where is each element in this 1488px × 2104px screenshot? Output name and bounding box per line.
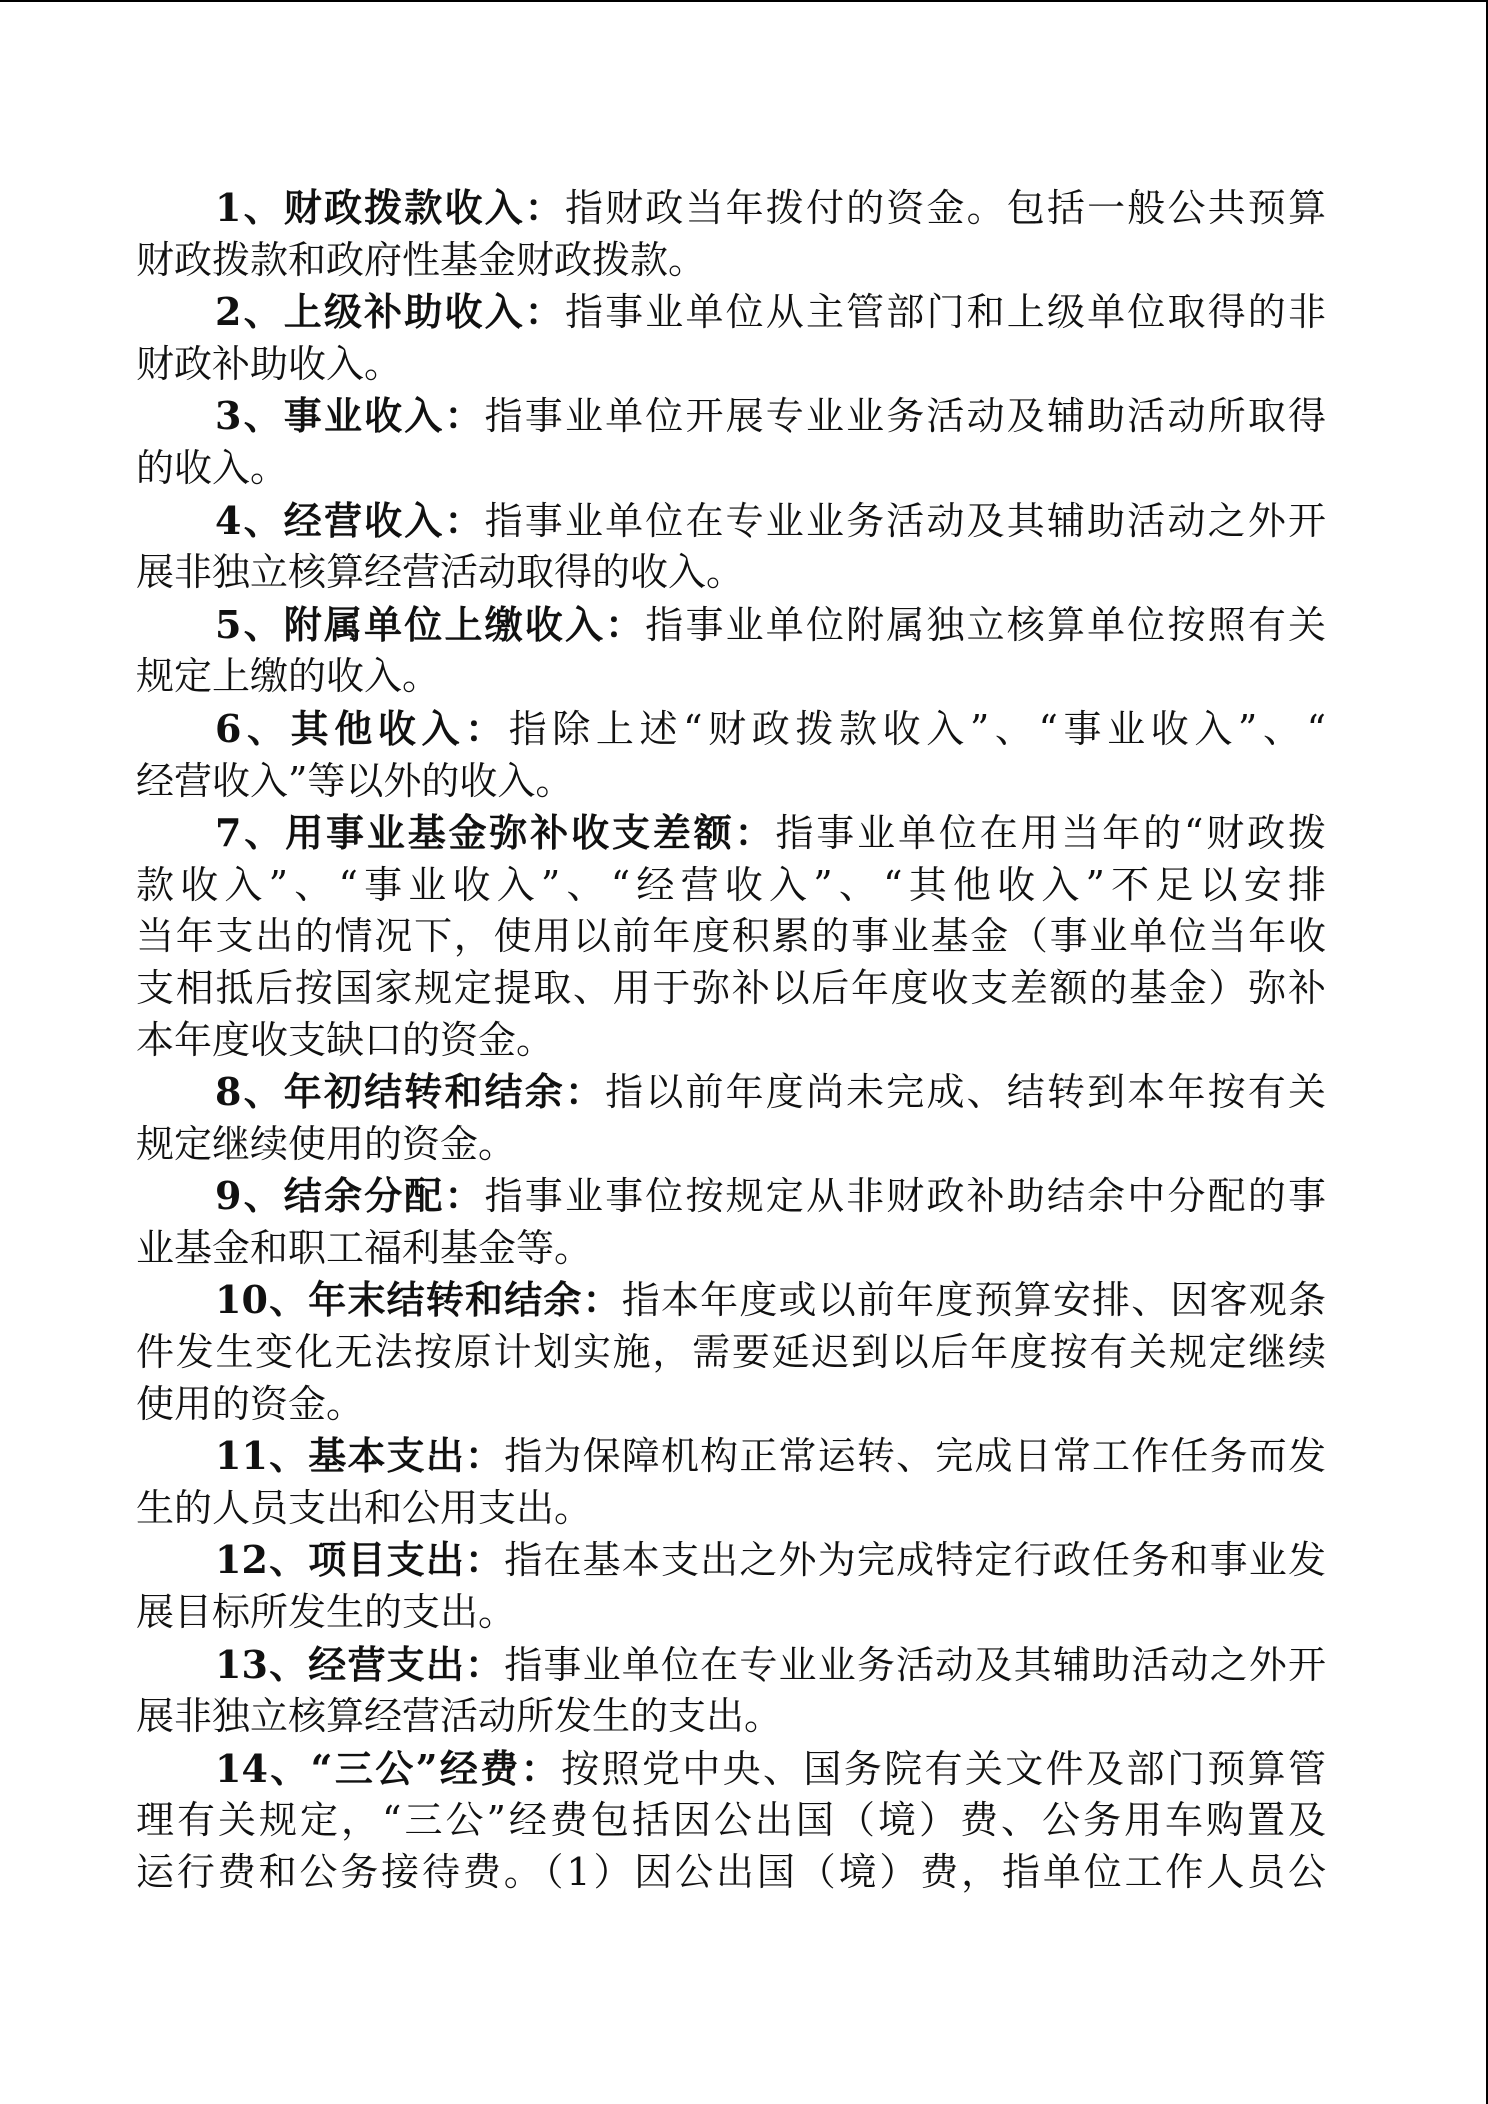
definition-term: 2、上级补助收入： <box>215 289 565 335</box>
text-line <box>136 1483 1326 1535</box>
definition-term: 3、事业收入： <box>215 393 485 439</box>
text-line <box>136 1015 1326 1067</box>
definition-text: 指事业单位从主管部门和上级单位取得的非 <box>564 290 1326 335</box>
text-line <box>136 1223 1326 1275</box>
definition-text: 当年支出的情况下，使用以前年度积累的事业基金（事业单位当年收 <box>136 914 1326 959</box>
definition-term: 5、附属单位上缴收入： <box>215 601 646 647</box>
definition-paragraph <box>136 1170 1326 1274</box>
definition-paragraph <box>136 1430 1326 1534</box>
definition-text: 指本年度或以前年度预算安排、因客观条 <box>621 1278 1326 1323</box>
text-line <box>136 235 1326 287</box>
definition-text: 指事业单位在用当年的“财政拨 <box>775 811 1326 856</box>
definition-text: 指以前年度尚未完成、结转到本年按有关 <box>605 1070 1326 1115</box>
text-line <box>136 1639 1326 1692</box>
text-line <box>136 1534 1326 1587</box>
definition-text: 的收入。 <box>136 445 289 490</box>
definition-text: 指除上述“财政拨款收入”、“事业收入”、“ <box>508 706 1326 751</box>
text-line <box>136 339 1326 391</box>
text-line <box>136 1066 1326 1119</box>
text-line <box>136 860 1326 912</box>
definition-term: 11、基本支出： <box>215 1433 505 1479</box>
definition-text: 指事业单位在专业业务活动及其辅助活动之外开 <box>484 498 1326 543</box>
text-line <box>136 1379 1326 1431</box>
definition-text: 本年度收支缺口的资金。 <box>136 1017 555 1062</box>
text-line <box>136 1795 1326 1847</box>
text-line <box>136 390 1326 443</box>
definition-text: 使用的资金。 <box>136 1381 365 1426</box>
definition-paragraph <box>136 1066 1326 1170</box>
text-line <box>136 1430 1326 1483</box>
text-line <box>136 1119 1326 1171</box>
text-line <box>136 443 1326 495</box>
definition-text: 指财政当年拨付的资金。包括一般公共预算 <box>564 186 1326 230</box>
text-line <box>136 703 1326 756</box>
text-line <box>136 1743 1326 1796</box>
definition-text: 规定继续使用的资金。 <box>136 1121 517 1166</box>
text-line <box>136 1587 1326 1639</box>
text-line <box>136 807 1326 860</box>
definition-text: 指事业事位按规定从非财政补助结余中分配的事 <box>484 1174 1326 1219</box>
definition-paragraph <box>136 1274 1326 1430</box>
definition-term: 13、经营支出： <box>215 1641 505 1687</box>
definition-text: 按照党中央、国务院有关文件及部门预算管 <box>561 1746 1326 1791</box>
definition-text: 展非独立核算经营活动所发生的支出。 <box>136 1694 783 1739</box>
text-line <box>136 1274 1326 1327</box>
definition-paragraph <box>136 390 1326 494</box>
text-line <box>136 651 1326 703</box>
text-line <box>136 1327 1326 1379</box>
text-line <box>136 547 1326 599</box>
text-line <box>136 599 1326 652</box>
text-line <box>136 286 1326 339</box>
definition-text: 件发生变化无法按原计划实施，需要延迟到以后年度按有关规定继续 <box>136 1330 1326 1375</box>
page-edge-top <box>0 0 1488 2</box>
definition-text: 指事业单位开展专业业务活动及辅助活动所取得 <box>484 394 1326 439</box>
text-line <box>136 182 1326 235</box>
definition-text: 运行费和公务接待费。（1）因公出国（境）费，指单位工作人员公 <box>136 1850 1326 1894</box>
definition-text: 展目标所发生的支出。 <box>136 1590 517 1635</box>
definition-term: 8、年初结转和结余： <box>215 1069 606 1115</box>
text-line <box>136 1170 1326 1223</box>
definition-term: 9、结余分配： <box>215 1173 485 1219</box>
definition-paragraph <box>136 599 1326 703</box>
definition-term: 14、“三公”经费： <box>215 1745 562 1791</box>
definition-text: 指事业单位在专业业务活动及其辅助活动之外开 <box>504 1642 1326 1687</box>
text-line <box>136 756 1326 808</box>
definition-term: 4、经营收入： <box>215 497 485 543</box>
text-line <box>136 495 1326 548</box>
definition-text: 指在基本支出之外为完成特定行政任务和事业发 <box>504 1538 1326 1583</box>
definition-paragraph <box>136 703 1326 807</box>
definition-text: 规定上缴的收入。 <box>136 654 441 699</box>
text-line <box>136 911 1326 963</box>
definition-text: 支相抵后按国家规定提取、用于弥补以后年度收支差额的基金）弥补 <box>136 965 1326 1010</box>
definition-text: 指事业单位附属独立核算单位按照有关 <box>645 602 1326 647</box>
definition-text: 经营收入”等以外的收入。 <box>136 758 574 803</box>
definition-paragraph <box>136 1743 1326 1899</box>
definition-text: 财政拨款和政府性基金财政拨款。 <box>136 237 707 282</box>
definition-text: 财政补助收入。 <box>136 341 403 386</box>
definition-paragraph <box>136 495 1326 599</box>
definition-term: 1、财政拨款收入： <box>215 185 565 230</box>
definition-paragraph <box>136 1639 1326 1743</box>
definition-term: 10、年末结转和结余： <box>215 1277 622 1323</box>
definition-paragraph <box>136 1534 1326 1638</box>
definition-term: 7、用事业基金弥补收支差额： <box>215 810 776 856</box>
definition-text: 生的人员支出和公用支出。 <box>136 1485 593 1530</box>
definition-paragraph <box>136 182 1326 286</box>
text-line <box>136 1691 1326 1743</box>
definition-text: 款收入”、“事业收入”、“经营收入”、“其他收入”不足以安排 <box>136 862 1326 907</box>
text-line <box>136 963 1326 1015</box>
definition-text: 指为保障机构正常运转、完成日常工作任务而发 <box>504 1434 1326 1479</box>
definition-term: 12、项目支出： <box>215 1537 505 1583</box>
definition-paragraph <box>136 807 1326 1066</box>
definition-text: 理有关规定，“三公”经费包括因公出国（境）费、公务用车购置及 <box>136 1798 1326 1843</box>
definition-term: 6、其他收入： <box>215 705 509 751</box>
definition-text: 展非独立核算经营活动取得的收入。 <box>136 550 745 595</box>
text-line <box>136 1847 1326 1899</box>
definition-paragraph <box>136 286 1326 390</box>
document-body <box>136 182 1326 1899</box>
definition-text: 业基金和职工福利基金等。 <box>136 1225 593 1270</box>
